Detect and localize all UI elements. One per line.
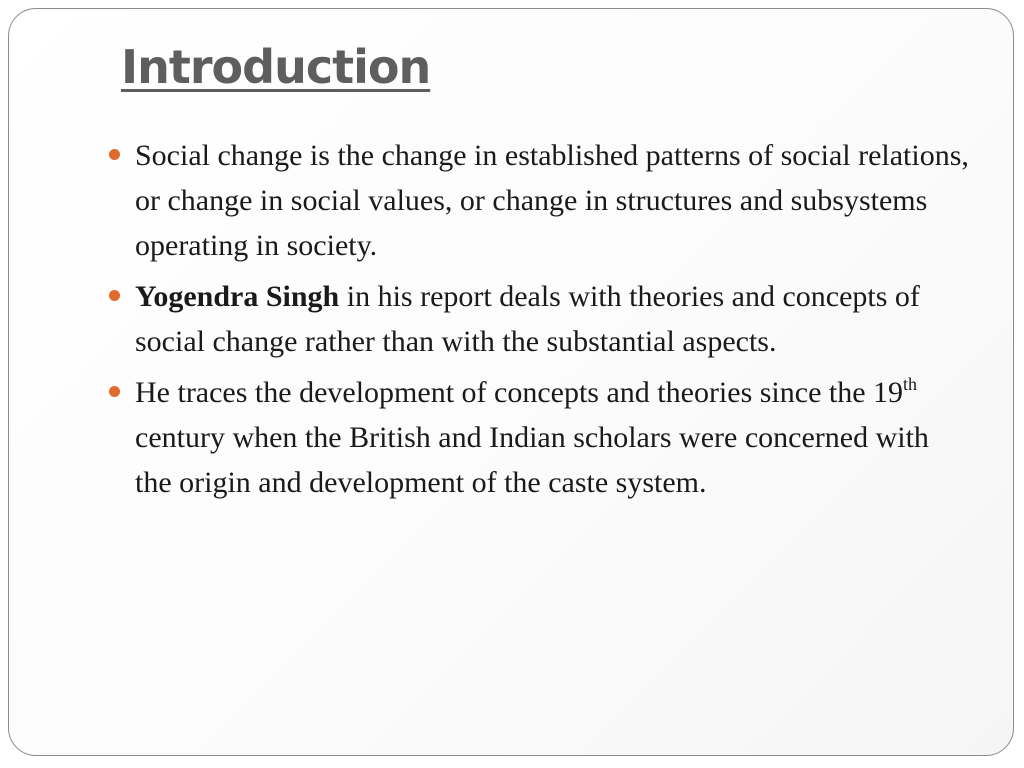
bullet-bold-name: Yogendra Singh: [135, 280, 340, 313]
bullet-item-1: [109, 133, 969, 268]
slide-title: Introduction: [121, 40, 431, 94]
bullet-text: Social change is the change in established patterns of social relations, or change in social values, or change in structures and subsystems operating in society.: [135, 139, 969, 262]
bullet-dot-icon: [109, 149, 120, 160]
bullet-item-3: [109, 370, 969, 505]
bullet-dot-icon: [109, 290, 120, 301]
bullet-superscript: th: [903, 374, 918, 394]
bullet-dot-icon: [109, 386, 120, 397]
bullet-text-suffix: century when the British and Indian scholars were concerned with the origin and development of the caste system.: [135, 421, 929, 499]
bullet-text-prefix: He traces the development of concepts and theories since the 19: [135, 376, 904, 409]
bullet-item-2: [109, 274, 969, 364]
bullet-list: [109, 133, 969, 511]
bullet-text: in his report deals with theories and concepts of social change rather than with the substantial aspects.: [135, 280, 920, 358]
slide-frame: [8, 8, 1014, 756]
